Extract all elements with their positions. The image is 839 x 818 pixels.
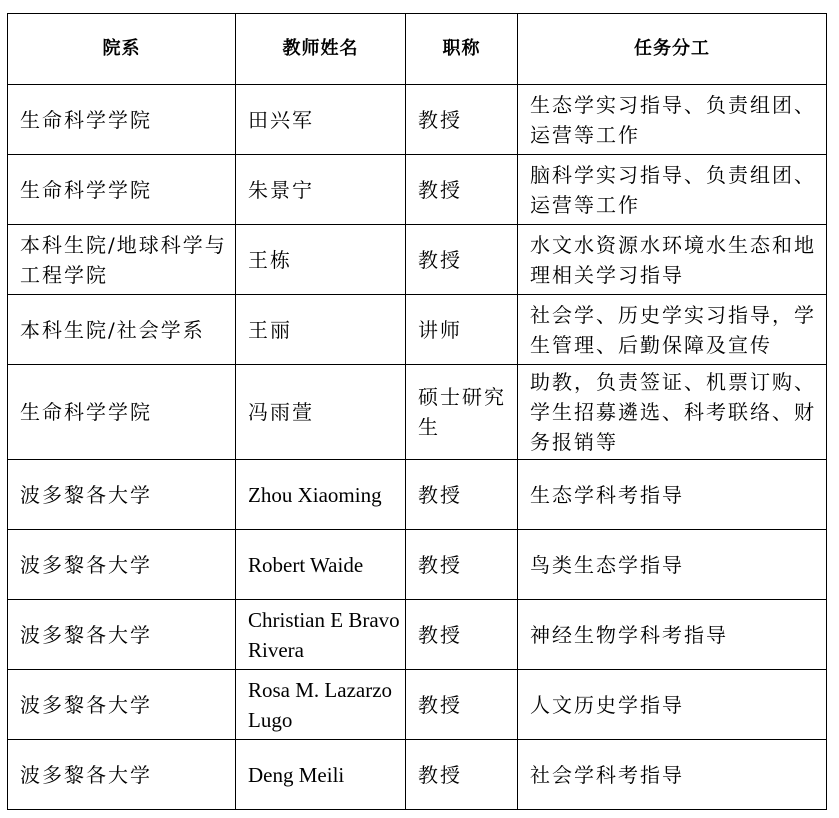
duty-cell: 鸟类生态学指导 (518, 530, 827, 600)
name-cell: 朱景宁 (236, 155, 406, 225)
name-cell: Christian E Bravo Rivera (236, 600, 406, 670)
name-cell: Zhou Xiaoming (236, 460, 406, 530)
dept-cell: 波多黎各大学 (8, 530, 236, 600)
header-name: 教师姓名 (236, 14, 406, 85)
dept-cell: 波多黎各大学 (8, 460, 236, 530)
duty-cell: 水文水资源水环境水生态和地理相关学习指导 (518, 225, 827, 295)
duty-cell: 生态学实习指导、负责组团、运营等工作 (518, 85, 827, 155)
table-row (8, 365, 827, 460)
table-row (8, 670, 827, 740)
header-title: 职称 (406, 14, 518, 85)
table-row (8, 600, 827, 670)
header-duty: 任务分工 (518, 14, 827, 85)
name-cell: Deng Meili (236, 740, 406, 810)
title-cell: 教授 (406, 225, 518, 295)
duty-cell: 生态学科考指导 (518, 460, 827, 530)
dept-cell: 生命科学学院 (8, 365, 236, 460)
dept-cell: 本科生院/地球科学与工程学院 (8, 225, 236, 295)
name-cell: 王栋 (236, 225, 406, 295)
table-row (8, 740, 827, 810)
title-cell: 教授 (406, 85, 518, 155)
name-cell: 冯雨萱 (236, 365, 406, 460)
title-cell: 教授 (406, 530, 518, 600)
name-cell: Rosa M. Lazarzo Lugo (236, 670, 406, 740)
name-cell: Robert Waide (236, 530, 406, 600)
header-dept: 院系 (8, 14, 236, 85)
dept-cell: 生命科学学院 (8, 155, 236, 225)
table-row (8, 295, 827, 365)
dept-cell: 波多黎各大学 (8, 600, 236, 670)
dept-cell: 本科生院/社会学系 (8, 295, 236, 365)
table-row (8, 460, 827, 530)
duty-cell: 人文历史学指导 (518, 670, 827, 740)
duty-cell: 助教，负责签证、机票订购、学生招募遴选、科考联络、财务报销等 (518, 365, 827, 460)
table-row (8, 155, 827, 225)
duty-cell: 神经生物学科考指导 (518, 600, 827, 670)
title-cell: 教授 (406, 740, 518, 810)
title-cell: 教授 (406, 670, 518, 740)
duty-cell: 社会学科考指导 (518, 740, 827, 810)
title-cell: 教授 (406, 155, 518, 225)
duty-cell: 社会学、历史学实习指导，学生管理、后勤保障及宣传 (518, 295, 827, 365)
title-cell: 教授 (406, 460, 518, 530)
table-row (8, 85, 827, 155)
name-cell: 田兴军 (236, 85, 406, 155)
name-cell: 王丽 (236, 295, 406, 365)
dept-cell: 波多黎各大学 (8, 670, 236, 740)
staff-table (7, 13, 827, 810)
title-cell: 教授 (406, 600, 518, 670)
dept-cell: 波多黎各大学 (8, 740, 236, 810)
table-header-row (8, 14, 827, 85)
title-cell: 讲师 (406, 295, 518, 365)
table-row (8, 225, 827, 295)
duty-cell: 脑科学实习指导、负责组团、运营等工作 (518, 155, 827, 225)
table-row (8, 530, 827, 600)
title-cell: 硕士研究生 (406, 365, 518, 460)
dept-cell: 生命科学学院 (8, 85, 236, 155)
